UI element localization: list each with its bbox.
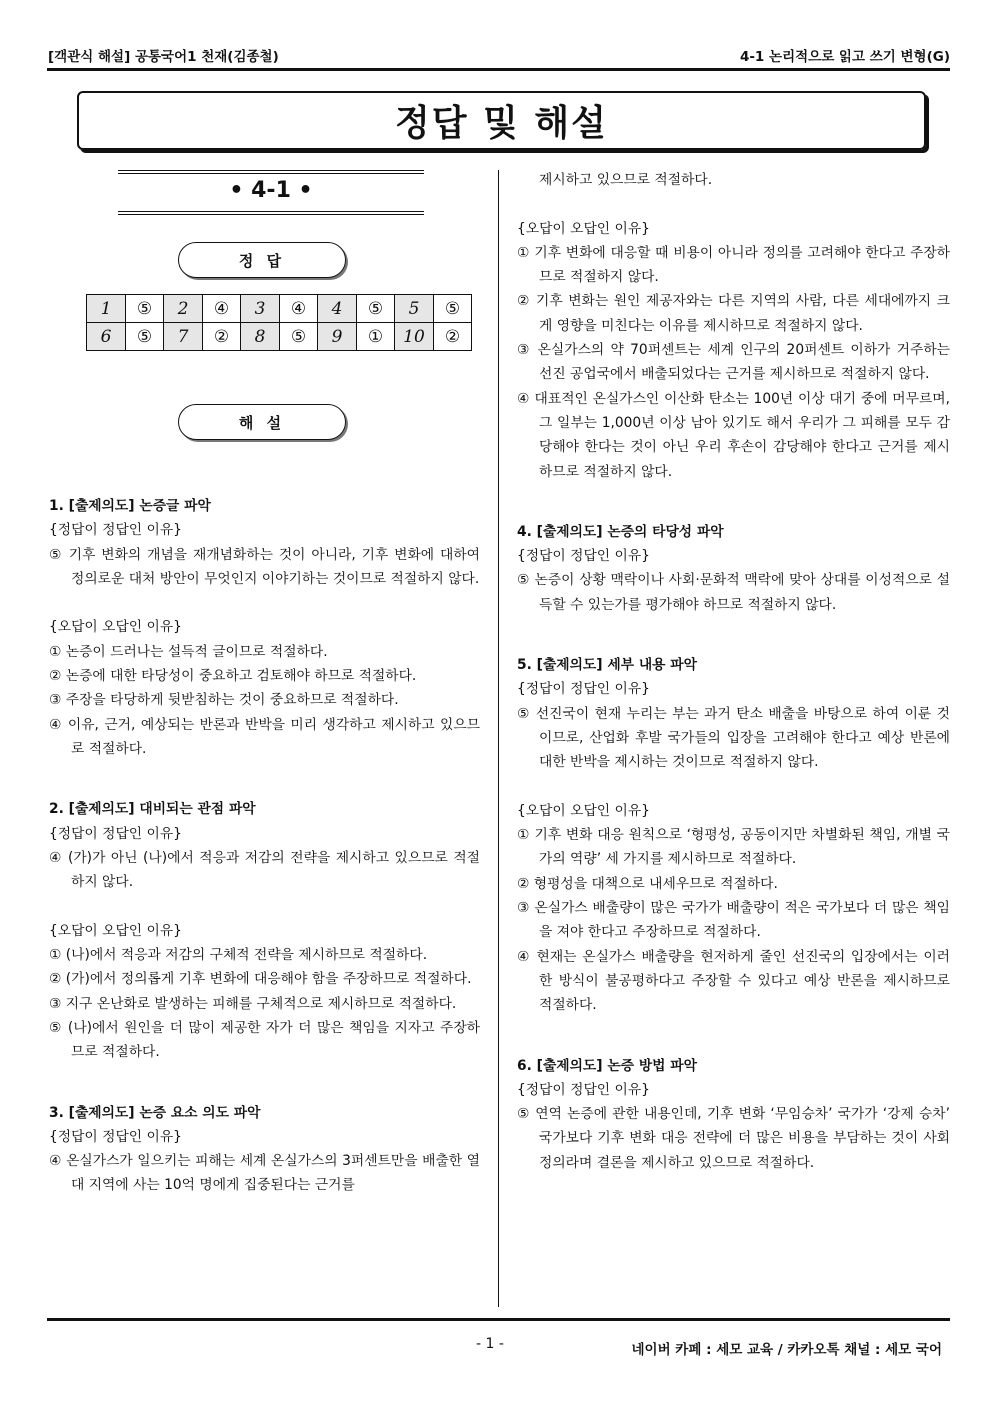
answer-num: 1 [87, 295, 126, 323]
q1-wrong-label: {오답이 오답인 이유} [49, 619, 182, 636]
answer-num: 3 [241, 295, 280, 323]
q2-correct-label: {정답이 정답인 이유} [49, 825, 182, 842]
footer-channels: 네이버 카페 : 세모 교육 / 카카오톡 채널 : 세모 국어 [631, 1342, 942, 1358]
q6-correct-label: {정답이 정답인 이유} [517, 1081, 650, 1098]
section-label: • 4-1 • [229, 178, 313, 203]
answer-heading: 정 답 [178, 242, 346, 278]
answer-val: ④ [203, 295, 241, 323]
q3-wrong-2: ② 기후 변화는 원인 제공자와는 다른 지역의 사람, 다른 세대에까지 크게 영향을 미친다는 이유를 제시하므로 적절하지 않다. [517, 293, 950, 334]
answer-num: 5 [395, 295, 434, 323]
q6-title: 6. [출제의도] 논증 방법 파악 [517, 1057, 697, 1074]
answer-val: ② [203, 323, 241, 351]
answer-table [86, 294, 472, 351]
page-title: 정답 및 해설 [395, 103, 608, 144]
header-right-title: 4-1 논리적으로 읽고 쓰기 변형(G) [739, 49, 950, 65]
q2-wrong-4: ⑤ (나)에서 원인을 더 많이 제공한 자가 더 많은 책임을 지자고 주장하므로 적절하다. [49, 1019, 480, 1061]
q2-wrong-3: ③ 지구 온난화로 발생하는 피해를 구체적으로 제시하므로 적절하다. [49, 995, 457, 1012]
answer-val: ⑤ [280, 323, 318, 351]
answer-num: 8 [241, 323, 280, 351]
q2-correct: ④ (가)가 아닌 (나)에서 적응과 저감의 전략을 제시하고 있으므로 적절하지 않다. [49, 849, 481, 891]
title-box [77, 91, 926, 150]
answer-num: 6 [87, 323, 126, 351]
q3-wrong-4: ④ 대표적인 온실가스인 이산화 탄소는 100년 이상 대기 중에 머무르며, 그 일부는 1,000년 이상 남아 있기도 해서 우리가 그 피해를 모두 감당해야 한다는 것이 아닌 우리 후손이 감당해야 한다고 근거를 제시하므로 적절하지 않다. [517, 390, 950, 480]
q3-wrong-label: {오답이 오답인 이유} [517, 220, 650, 237]
answer-val: ⑤ [126, 295, 164, 323]
q5-wrong-2: ② 형평성을 대책으로 내세우므로 적절하다. [517, 875, 778, 892]
q5-wrong-4: ④ 현재는 온실가스 배출량을 현저하게 줄인 선진국의 입장에서는 이러한 방식이 불공평하다고 주장할 수 있다고 예상 반론을 제시하므로 적절하다. [517, 948, 950, 1014]
answer-val: ④ [280, 295, 318, 323]
answer-row-2 [87, 323, 472, 351]
q1-wrong-1: ① 논증이 드러나는 설득적 글이므로 적절하다. [49, 643, 328, 660]
answer-num: 7 [164, 323, 203, 351]
q5-correct: ⑤ 선진국이 현재 누리는 부는 과거 탄소 배출을 바탕으로 하여 이룬 것이므로, 산업화 후발 국가들의 입장을 고려해야 한다고 예상 반론에 대한 반박을 제시하는 것이므로 적절하지 않다. [517, 705, 950, 771]
q1-wrong-2: ② 논증에 대한 타당성이 중요하고 검토해야 하므로 적절하다. [49, 668, 417, 685]
explain-heading: 해 설 [178, 404, 346, 440]
q1-title: 1. [출제의도] 논증글 파악 [49, 498, 211, 514]
q3-wrong-1: ① 기후 변화에 대응할 때 비용이 아니라 정의를 고려해야 한다고 주장하므로 적절하지 않다. [517, 244, 950, 286]
q2-wrong-2: ② (가)에서 정의롭게 기후 변화에 대응해야 함을 주장하므로 적절하다. [49, 971, 472, 988]
q1-wrong-3: ③ 주장을 타당하게 뒷받침하는 것이 중요하므로 적절하다. [49, 692, 399, 709]
q5-correct-label: {정답이 정답인 이유} [517, 681, 650, 698]
q1-correct: ⑤ 기후 변화의 개념을 재개념화하는 것이 아니라, 기후 변화에 대하여 정의로운 대처 방안이 무엇인지 이야기하는 것이므로 적절하지 않다. [49, 546, 480, 587]
answer-num: 10 [395, 323, 434, 351]
answer-val: ⑤ [434, 295, 472, 323]
answer-row-1 [87, 295, 472, 323]
answer-val: ⑤ [126, 323, 164, 351]
q3-title: 3. [출제의도] 논증 요소 의도 파악 [49, 1104, 261, 1121]
footer-rule [47, 1318, 950, 1321]
q5-wrong-label: {오답이 오답인 이유} [517, 802, 650, 819]
q4-correct: ⑤ 논증이 상황 맥락이나 사회·문화적 맥락에 맞아 상대를 이성적으로 설득할 수 있는가를 평가해야 하므로 적절하지 않다. [517, 572, 950, 613]
answer-num: 2 [164, 295, 203, 323]
page-number: - 1 - [476, 1336, 504, 1352]
q3-correct: ④ 온실가스가 일으키는 피해는 세계 온실가스의 3퍼센트만을 배출한 열대 지역에 사는 10억 명에게 집중된다는 근거를 [49, 1153, 480, 1194]
q6-correct: ⑤ 연역 논증에 관한 내용인데, 기후 변화 ‘무임승차’ 국가가 ‘강제 승차’ 국가보다 기후 변화 대응 전략에 더 많은 비용을 부담하는 것이 사회 정의라며 결론을 제시하고 있으므로 적절하다. [517, 1106, 950, 1171]
q4-title: 4. [출제의도] 논증의 타당성 파악 [517, 523, 724, 540]
header-left-title: [객관식 해설] 공통국어1 천재(김종철) [48, 49, 279, 65]
q5-wrong-3: ③ 온실가스 배출량이 많은 국가가 배출량이 적은 국가보다 더 많은 책임을 져야 한다고 주장하므로 적절하다. [517, 900, 950, 941]
right-column [517, 168, 950, 1175]
answer-val: ② [434, 323, 472, 351]
section-bottom-lines [118, 211, 424, 215]
answer-num: 4 [318, 295, 357, 323]
left-column [49, 494, 480, 1198]
q5-wrong-1: ① 기후 변화 대응 원칙으로 ‘형평성, 공동이지만 차별화된 책임, 개별 국가의 역량’ 세 가지를 제시하므로 적절하다. [517, 827, 950, 868]
q5-title: 5. [출제의도] 세부 내용 파악 [517, 657, 697, 674]
column-divider [498, 170, 499, 1307]
section-top-lines [118, 170, 424, 174]
q4-correct-label: {정답이 정답인 이유} [517, 548, 650, 565]
q3-wrong-3: ③ 온실가스의 약 70퍼센트는 세계 인구의 20퍼센트 이하가 거주하는 선진 공업국에서 배출되었다는 근거를 제시하므로 적절하지 않다. [517, 342, 950, 383]
q2-wrong-1: ① (나)에서 적응과 저감의 구체적 전략을 제시하므로 적절하다. [49, 947, 428, 964]
q2-title: 2. [출제의도] 대비되는 관점 파악 [49, 801, 256, 818]
q2-wrong-label: {오답이 오답인 이유} [49, 922, 182, 939]
answer-val: ⑤ [357, 295, 395, 323]
answer-num: 9 [318, 323, 357, 351]
q3-correct-continued: 제시하고 있으므로 적절하다. [539, 172, 713, 188]
q3-correct-label: {정답이 정답인 이유} [49, 1128, 182, 1145]
q1-wrong-4: ④ 이유, 근거, 예상되는 반론과 반박을 미리 생각하고 제시하고 있으므로 적절하다. [49, 716, 480, 757]
answer-val: ① [357, 323, 395, 351]
q1-correct-label: {정답이 정답인 이유} [49, 522, 182, 539]
header-rule [47, 68, 950, 71]
